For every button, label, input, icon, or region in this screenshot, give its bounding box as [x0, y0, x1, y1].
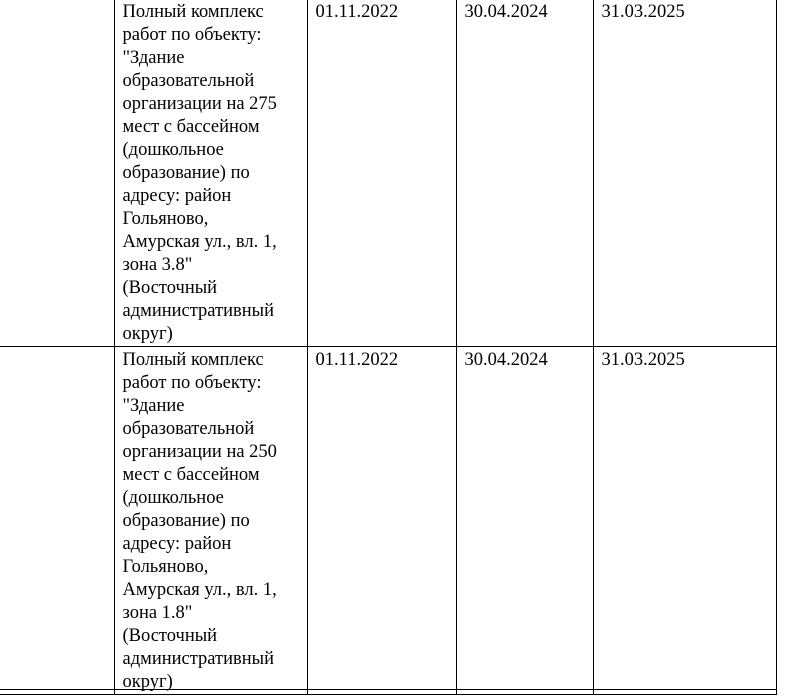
bottom-rule [0, 689, 776, 690]
object-name-line: Амурская ул., вл. 1, [122, 580, 277, 600]
row-number-cell [0, 347, 114, 695]
object-name-line: зона 3.8" [122, 255, 193, 275]
planned-date-cell: 30.04.2024 [456, 347, 593, 695]
object-name-line: мест с бассейном [122, 465, 260, 485]
object-name-line: (дошкольное [122, 488, 224, 508]
object-name-line: организации на 275 [122, 94, 277, 114]
object-name-line: адресу: район [122, 186, 232, 206]
object-name-line: "Здание [122, 48, 185, 68]
row-number-cell [0, 0, 114, 347]
object-name-line: "Здание [122, 396, 185, 416]
object-name-line: Гольяново, [122, 557, 209, 577]
object-name-line: округ) [122, 324, 173, 344]
object-name-line: работ по объекту: [122, 373, 262, 393]
object-name-line: образование) по [122, 511, 250, 531]
deadline-date-cell: 31.03.2025 [593, 0, 776, 347]
object-name-line: административный [122, 301, 274, 321]
planned-date-cell: 30.04.2024 [456, 0, 593, 347]
object-name-line: мест с бассейном [122, 117, 260, 137]
object-name-line: организации на 250 [122, 442, 277, 462]
object-name-line: образование) по [122, 163, 250, 183]
object-name-line: административный [122, 649, 274, 669]
deadline-date-cell: 31.03.2025 [593, 347, 776, 695]
object-name-line: образовательной [122, 419, 255, 439]
object-name-line: зона 1.8" [122, 603, 193, 623]
table-row [0, 0, 776, 347]
object-name-line: Гольяново, [122, 209, 209, 229]
object-name-line: образовательной [122, 71, 255, 91]
object-name-line: адресу: район [122, 534, 232, 554]
object-name-line: Амурская ул., вл. 1, [122, 232, 277, 252]
table-row [0, 347, 776, 695]
object-name-line: Полный комплекс [122, 350, 264, 370]
object-name-cell [114, 347, 307, 695]
object-name-line: Полный комплекс [122, 2, 264, 22]
object-name-line: округ) [122, 672, 173, 692]
object-name-line: (Восточный [122, 278, 218, 298]
object-name-line: (Восточный [122, 626, 218, 646]
object-name-line: работ по объекту: [122, 25, 262, 45]
start-date-cell: 01.11.2022 [307, 347, 456, 695]
start-date-cell: 01.11.2022 [307, 0, 456, 347]
object-name-cell [114, 0, 307, 347]
object-name-line: (дошкольное [122, 140, 224, 160]
